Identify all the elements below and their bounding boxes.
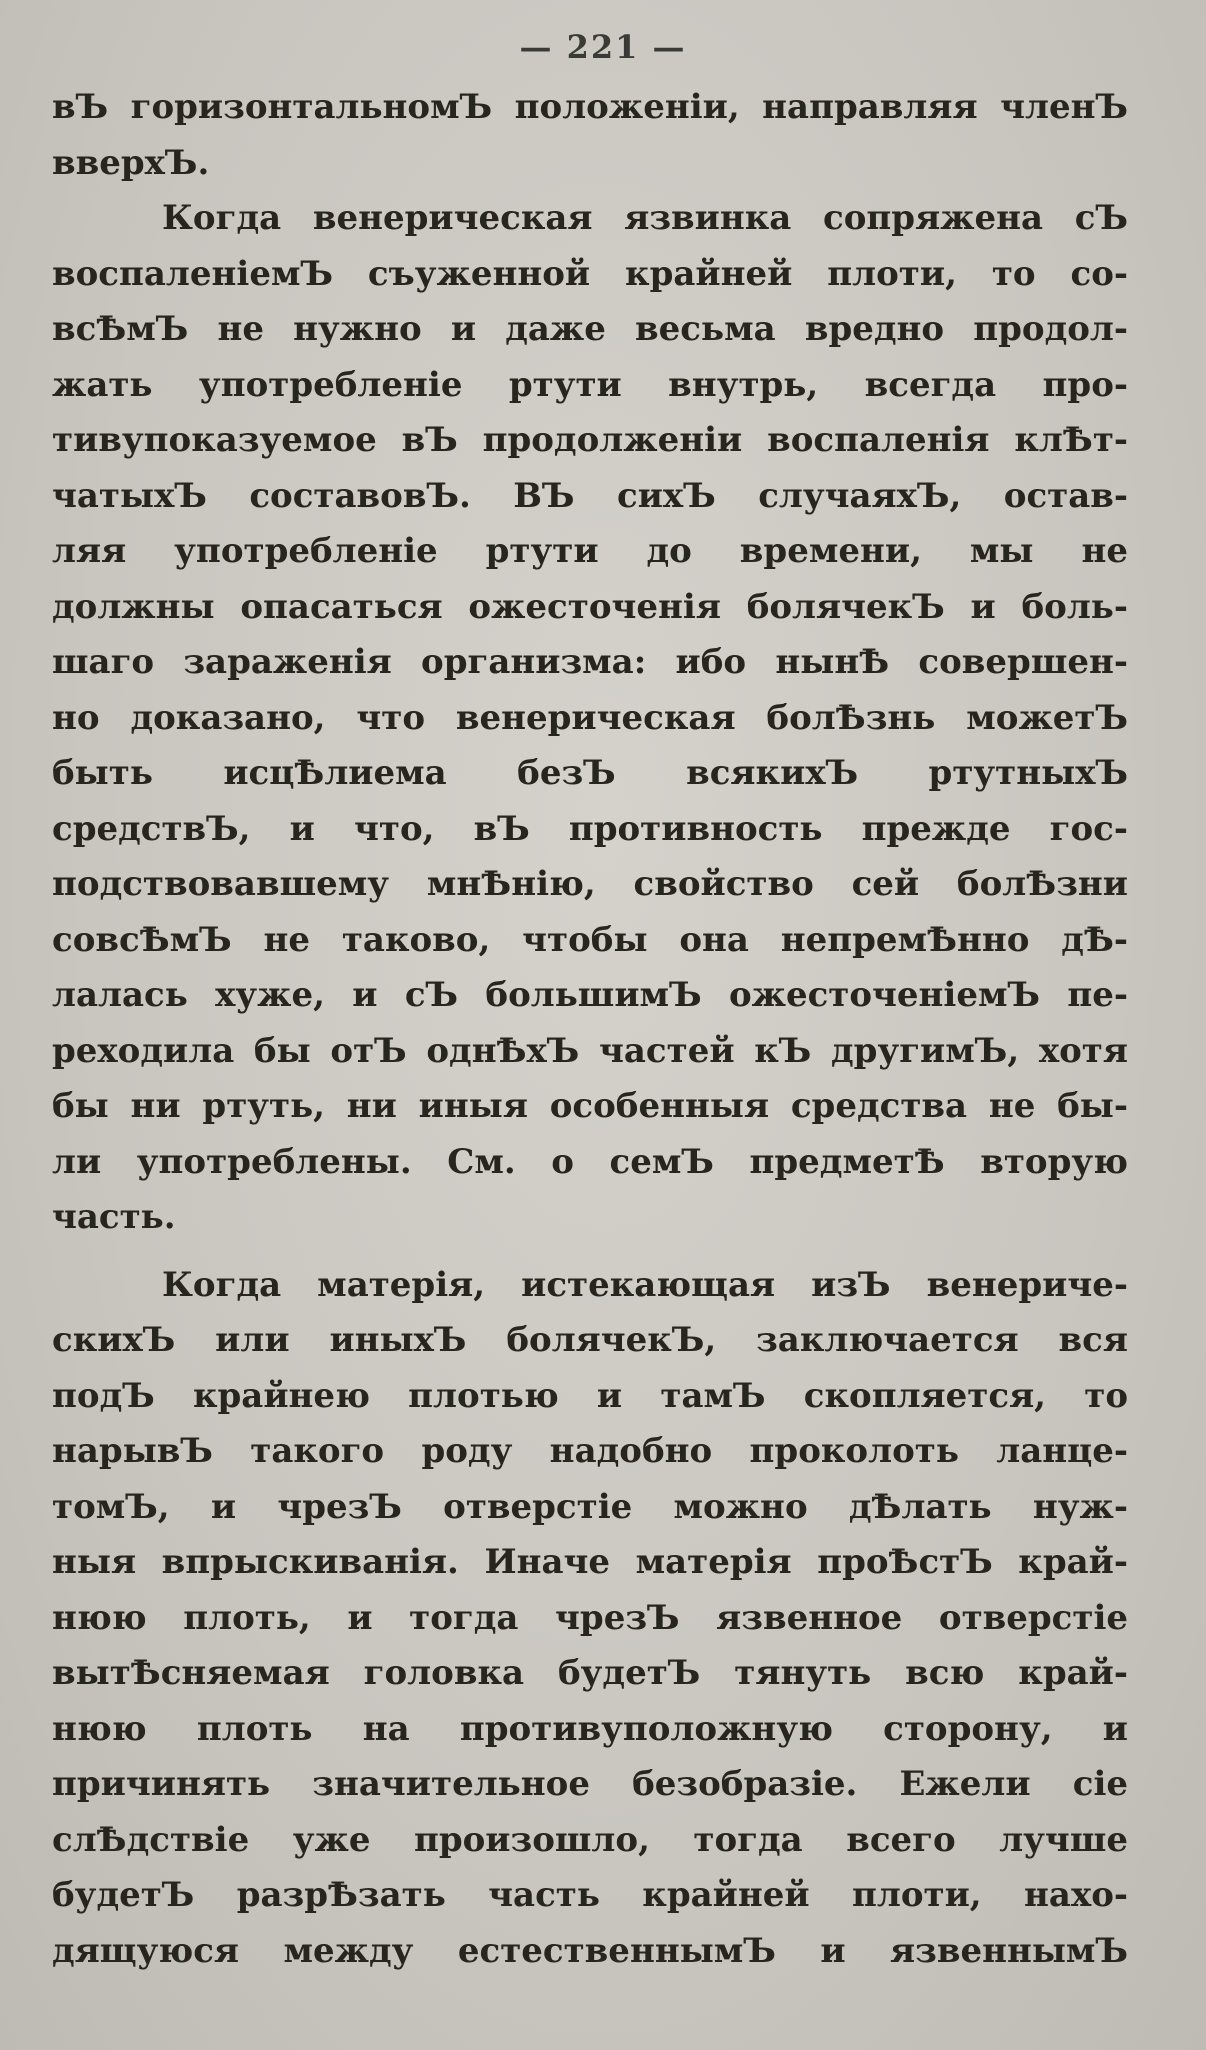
text-line: нюю плоть на противуположную сторону, и bbox=[52, 1708, 1128, 1749]
text-line: воспаленiемЪ съуженной крайней плоти, то со- bbox=[52, 253, 1128, 294]
text-line: шаго зараженiя организма: ибо нынѢ совершен- bbox=[52, 642, 1128, 682]
text-line: реходила бы отЪ однѢхЪ частей кЪ другимЪ, хотя bbox=[52, 1030, 1128, 1071]
paragraph bbox=[52, 80, 1128, 191]
text-line: Когда матерiя, истекающая изЪ венериче- bbox=[162, 1264, 1128, 1305]
text-line: совсѢмЪ не таково, чтобы она непремѢнно дѢ- bbox=[52, 919, 1128, 960]
text-line: бы ни ртуть, ни иныя особенныя средства не бы- bbox=[52, 1086, 1128, 1126]
text-line: нюю плоть, и тогда чрезЪ язвенное отверстiе bbox=[52, 1597, 1128, 1638]
paragraph bbox=[52, 1258, 1128, 1980]
text-line: лалась хуже, и сЪ большимЪ ожесточенiемЪ пе- bbox=[52, 975, 1128, 1015]
text-line: причинять значительное безобразiе. Ежели сiе bbox=[52, 1764, 1128, 1804]
text-line: Когда венерическая язвинка сопряжена сЪ bbox=[162, 198, 1128, 238]
page-number: — 221 — bbox=[519, 28, 687, 66]
body-text bbox=[52, 80, 1128, 1979]
text-line: нарывЪ такого роду надобно проколоть ланце- bbox=[52, 1431, 1128, 1471]
text-line: должны опасаться ожесточенiя болячекЪ и боль- bbox=[52, 586, 1128, 627]
text-line: ли употреблены. См. о семЪ предметѢ вторую bbox=[52, 1141, 1128, 1182]
text-line: жать употребленiе ртути внутрь, всегда про- bbox=[52, 364, 1128, 405]
text-line: чатыхЪ составовЪ. ВЪ сихЪ случаяхЪ, остав- bbox=[52, 475, 1128, 516]
text-line: ныя впрыскиванiя. Иначе матерiя проѢстЪ край- bbox=[52, 1542, 1128, 1582]
text-line: тивупоказуемое вЪ продолженiи воспаленiя клѢт- bbox=[52, 420, 1128, 460]
paragraph-gap bbox=[52, 1246, 1128, 1258]
text-line: ляя употребленiе ртути до времени, мы не bbox=[52, 531, 1128, 571]
text-line: средствЪ, и что, вЪ противность прежде гос- bbox=[52, 808, 1128, 849]
text-line: слѢдствiе уже произошло, тогда всего лучше bbox=[52, 1819, 1128, 1860]
text-line: но доказано, что венерическая болѢзнь можетЪ bbox=[52, 697, 1128, 738]
paragraph bbox=[52, 191, 1128, 1246]
text-line: вЪ горизонтальномЪ положенiи, направляя членЪ bbox=[52, 87, 1128, 127]
text-line: дящуюся между естественнымЪ и язвеннымЪ bbox=[52, 1930, 1128, 1971]
text-line: вытѢсняемая головка будетЪ тянуть всю край- bbox=[52, 1653, 1128, 1693]
text-line: скихЪ или иныхЪ болячекЪ, заключается вся bbox=[52, 1320, 1128, 1360]
text-line: томЪ, и чрезЪ отверстiе можно дѢлать нуж- bbox=[52, 1486, 1128, 1527]
text-line: подЪ крайнею плотью и тамЪ скопляется, то bbox=[52, 1375, 1128, 1416]
text-line: вверхЪ. bbox=[52, 142, 210, 183]
text-line: всѢмЪ не нужно и даже весьма вредно продол- bbox=[52, 309, 1128, 349]
text-line: будетЪ разрѢзать часть крайней плоти, нахо- bbox=[52, 1875, 1128, 1915]
text-line: быть исцѢлиема безЪ всякихЪ ртутныхЪ bbox=[52, 753, 1128, 793]
text-line: подствовавшему мнѢнiю, свойство сей болѢзни bbox=[52, 864, 1128, 904]
text-line: часть. bbox=[52, 1197, 176, 1237]
